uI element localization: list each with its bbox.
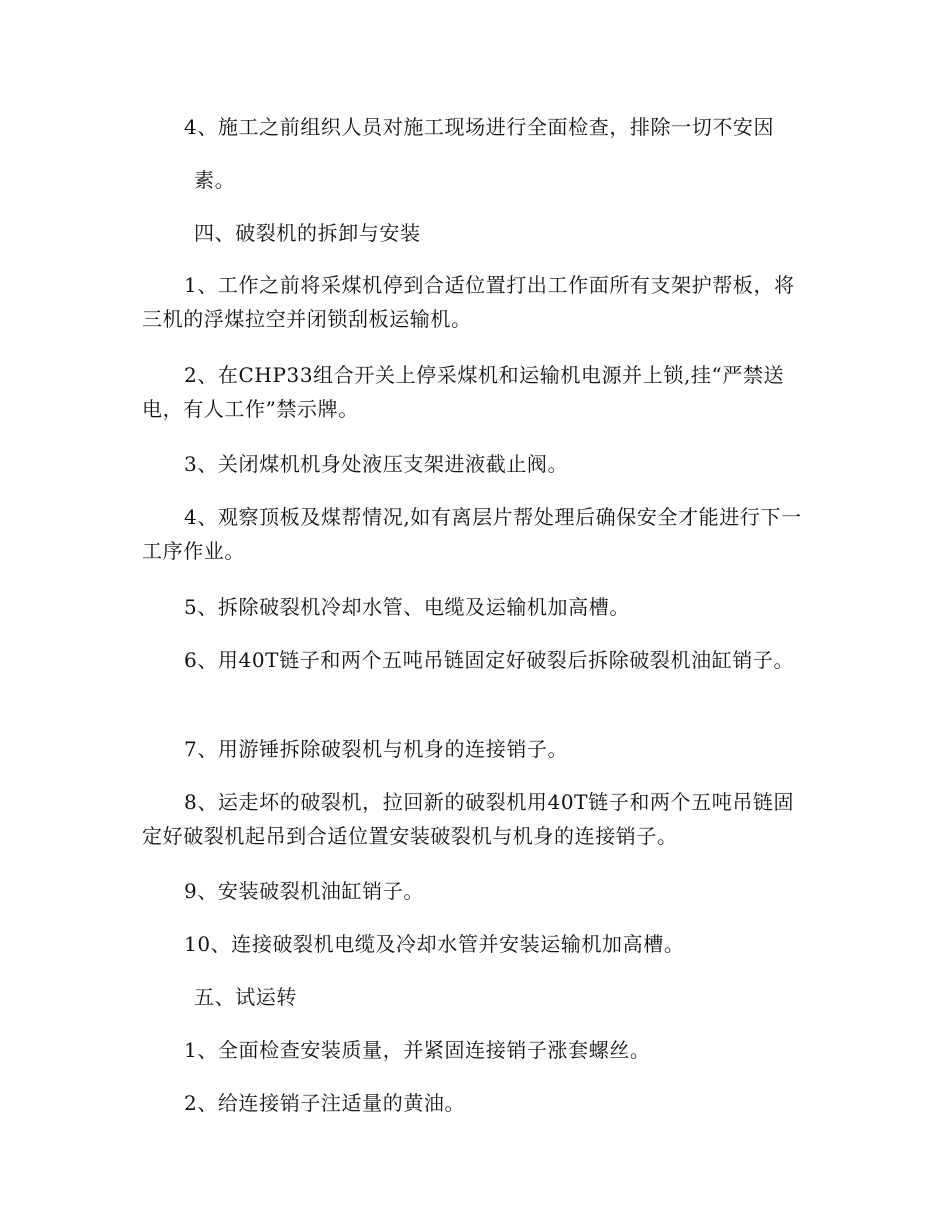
paragraph-step-6: 6、用40T链子和两个五吨吊链固定好破裂后拆除破裂机油缸销子。 (184, 648, 795, 672)
paragraph-step-4: 4、观察顶板及煤帮情况,如有离层片帮处理后确保安全才能进行下一工序作业。 (142, 505, 802, 563)
section-heading-4: 四、破裂机的拆卸与安装 (194, 221, 421, 245)
paragraph-step-7: 7、用游锤拆除破裂机与机身的连接销子。 (184, 737, 569, 761)
paragraph-step-9: 9、安装破裂机油缸销子。 (184, 879, 424, 903)
paragraph-step-3: 3、关闭煤机机身处液压支架进液截止阀。 (184, 452, 569, 476)
section-heading-5: 五、试运转 (194, 985, 297, 1009)
paragraph-step-5: 5、拆除破裂机冷却水管、电缆及运输机加高槽。 (184, 595, 630, 619)
paragraph-step-10: 10、连接破裂机电缆及冷却水管并安装运输机加高槽。 (184, 932, 685, 956)
paragraph-item-4-inspection: 4、施工之前组织人员对施工现场进行全面检查，排除一切不安因 (184, 115, 775, 139)
paragraph-test-step-1: 1、全面检查安装质量，并紧固连接销子涨套螺丝。 (184, 1038, 651, 1062)
paragraph-item-4-continuation: 素。 (194, 168, 236, 192)
paragraph-test-step-2: 2、给连接销子注适量的黄油。 (184, 1091, 466, 1115)
paragraph-step-1: 1、工作之前将采煤机停到合适位置打出工作面所有支架护帮板，将三机的浮煤拉空并闭锁刮板运输机。 (142, 273, 795, 331)
paragraph-step-8: 8、运走坏的破裂机，拉回新的破裂机用40T链子和两个五吨吊链固定好破裂机起吊到合适位置安装破裂机与机身的连接销子。 (142, 790, 795, 848)
paragraph-step-2: 2、在CHP33组合开关上停采煤机和运输机电源并上锁,挂“严禁送电，有人工作”禁示牌。 (142, 363, 785, 421)
